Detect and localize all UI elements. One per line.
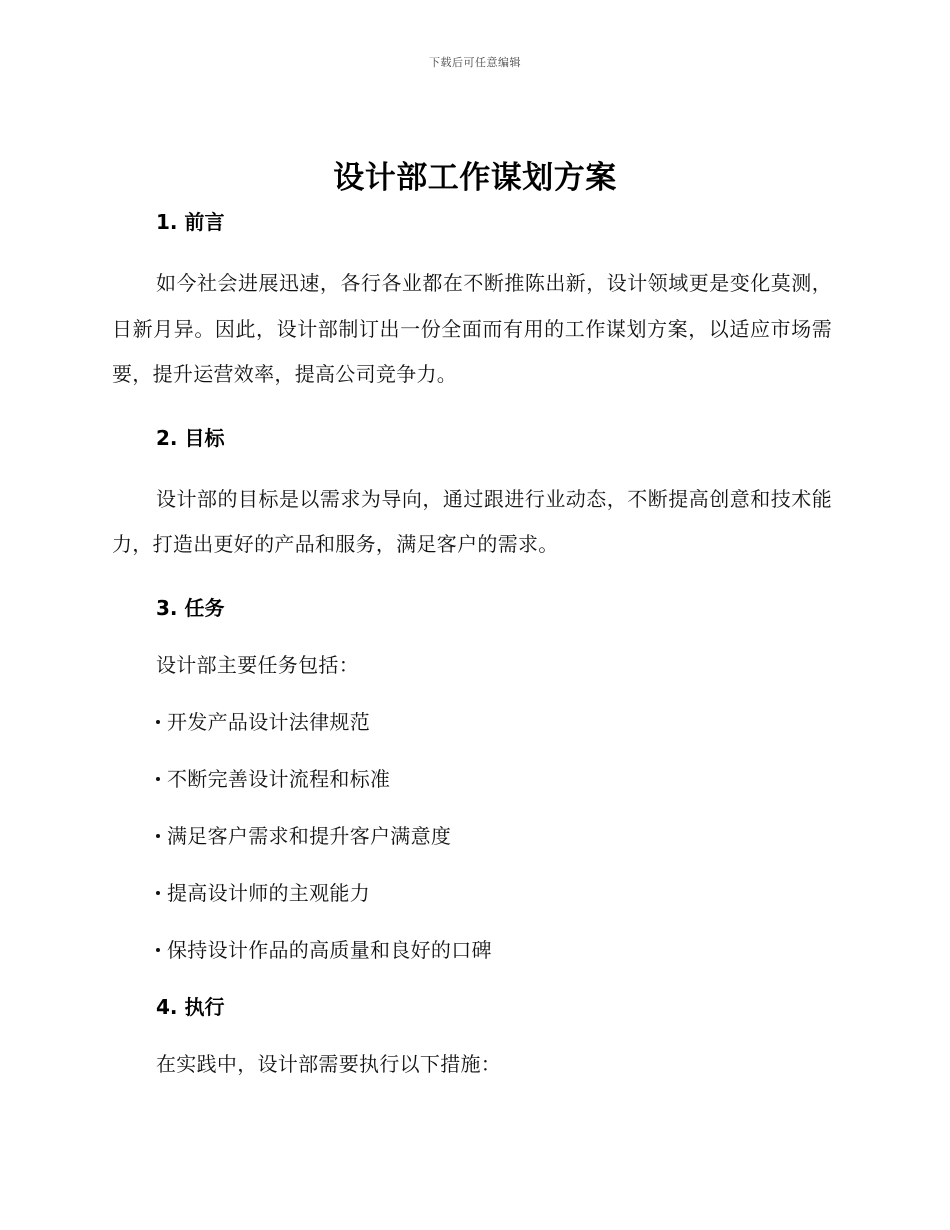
tasks-list xyxy=(112,704,832,968)
list-item-text: 开发产品设计法律规范 xyxy=(167,709,370,734)
tasks-lead: 设计部主要任务包括： xyxy=(156,652,359,677)
bullet-icon xyxy=(156,777,160,781)
document-body xyxy=(112,204,832,1082)
bullet-icon xyxy=(156,834,160,838)
bullet-icon xyxy=(156,948,160,952)
bullet-icon xyxy=(156,891,160,895)
section-heading-execution: 4. 执行 xyxy=(156,994,225,1019)
list-item xyxy=(156,932,832,968)
goal-paragraph: 设计部的目标是以需求为导向，通过跟进行业动态，不断提高创意和技术能力，打造出更好的产品和服务，满足客户的需求。 xyxy=(112,486,832,556)
section-heading-tasks: 3. 任务 xyxy=(156,595,225,620)
intro-paragraph: 如今社会进展迅速，各行各业都在不断推陈出新，设计领域更是变化莫测，日新月异。因此，设计部制订出一份全面而有用的工作谋划方案，以适应市场需要，提升运营效率，提高公司竞争力。 xyxy=(112,271,832,386)
list-item xyxy=(156,818,832,854)
list-item-text: 保持设计作品的高质量和良好的口碑 xyxy=(167,937,492,962)
list-item-text: 满足客户需求和提升客户满意度 xyxy=(167,823,452,848)
bullet-icon xyxy=(156,720,160,724)
document-title: 设计部工作谋划方案 xyxy=(333,160,617,196)
list-item xyxy=(156,761,832,797)
list-item-text: 提高设计师的主观能力 xyxy=(167,880,370,905)
list-item xyxy=(156,875,832,911)
section-heading-intro: 1. 前言 xyxy=(156,210,225,234)
execution-lead: 在实践中，设计部需要执行以下措施： xyxy=(156,1051,502,1076)
list-item-text: 不断完善设计流程和标准 xyxy=(167,766,391,791)
section-heading-goal: 2. 目标 xyxy=(156,425,225,450)
list-item xyxy=(156,704,832,740)
header-note: 下载后可任意编辑 xyxy=(429,56,521,69)
